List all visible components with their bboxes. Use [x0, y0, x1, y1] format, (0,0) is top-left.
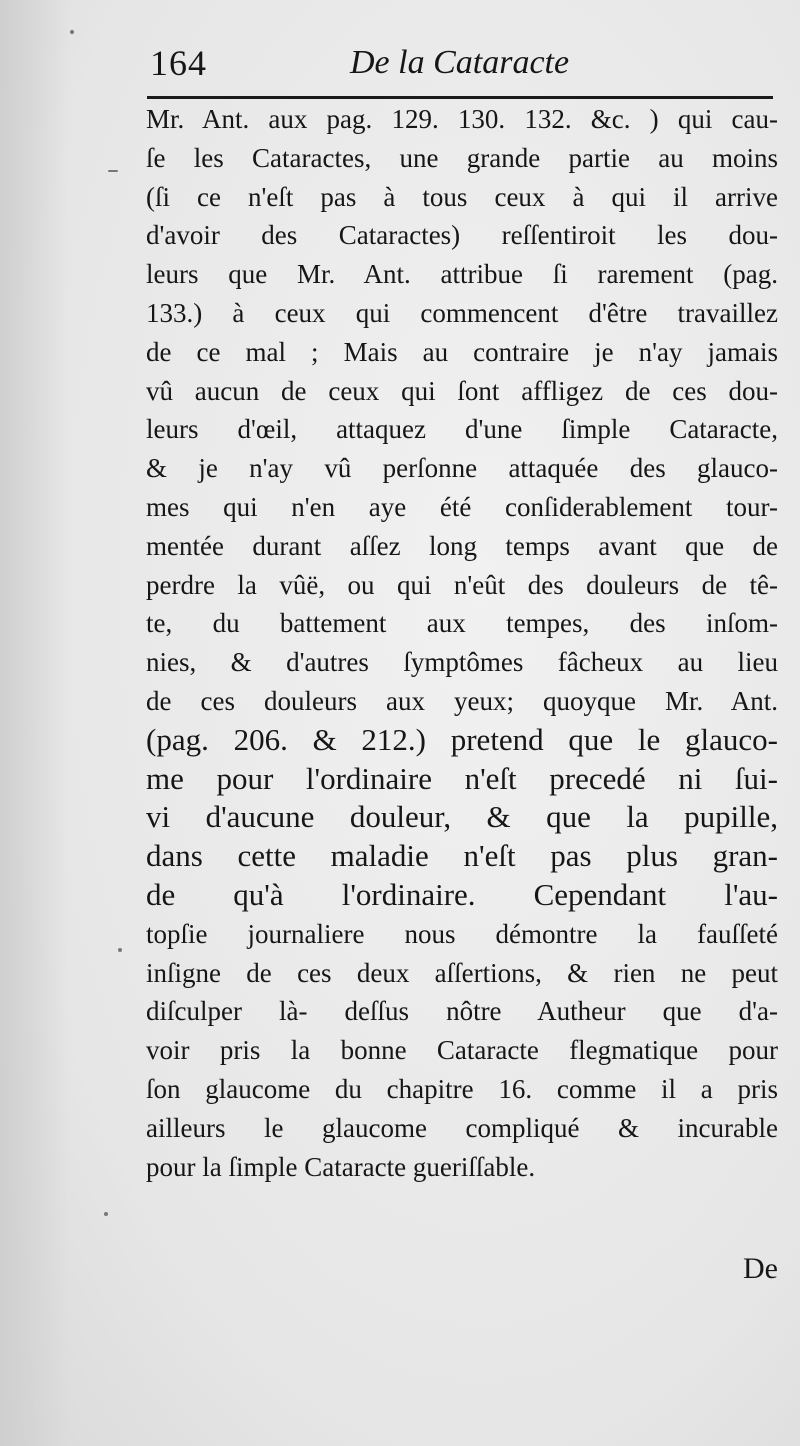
text-line: ſe les Cataractes, une grande partie au moins	[146, 142, 778, 173]
text-line: leurs d'œil, attaquez d'une ſimple Cataracte,	[146, 414, 778, 445]
text-line: mes qui n'en aye été conſiderablement tour-	[146, 491, 778, 522]
ink-speck	[108, 170, 118, 172]
text-line: pour la ſimple Cataracte gueriſſable.	[146, 1151, 536, 1182]
text-line: vi d'aucune douleur, & que la pupille,	[146, 799, 778, 835]
text-line: vû aucun de ceux qui ſont affligez de ces dou-	[146, 375, 778, 406]
text-line: me pour l'ordinaire n'eſt precedé ni ſui-	[146, 760, 778, 796]
text-line: leurs que Mr. Ant. attribue ſi rarement (pag.	[146, 259, 778, 290]
text-line: diſculper là- deſſus nôtre Autheur que d'a-	[146, 996, 778, 1027]
text-line: perdre la vûë, ou qui n'eût des douleurs de tê-	[146, 569, 778, 600]
text-line: (ſi ce n'eſt pas à tous ceux à qui il arrive	[146, 181, 778, 212]
ink-speck	[118, 948, 122, 952]
text-line: & je n'ay vû perſonne attaquée des glauco-	[146, 453, 778, 484]
text-line: (pag. 206. & 212.) pretend que le glauco-	[146, 721, 778, 757]
header-rule	[147, 96, 773, 99]
gutter-shadow	[0, 0, 70, 1446]
running-title: De la Cataracte	[350, 44, 570, 81]
ink-speck	[104, 1212, 108, 1216]
text-line: dans cette maladie n'eſt pas plus gran-	[146, 838, 778, 874]
text-line: mentée durant aſſez long temps avant que de	[146, 530, 778, 561]
text-line: topſie journaliere nous démontre la fauſſeté	[146, 918, 778, 949]
text-line: de qu'à l'ordinaire. Cependant l'au-	[146, 876, 778, 912]
text-line: de ces douleurs aux yeux; quoyque Mr. Ant.	[146, 685, 778, 716]
text-line: ailleurs le glaucome compliqué & incurable	[146, 1112, 778, 1143]
text-line: Mr. Ant. aux pag. 129. 130. 132. &c. ) qui cau-	[146, 104, 778, 134]
text-line: de ce mal ; Mais au contraire je n'ay jamais	[146, 336, 778, 367]
text-line: 133.) à ceux qui commencent d'être travaillez	[146, 297, 778, 328]
text-line: inſigne de ces deux aſſertions, & rien ne peut	[146, 957, 778, 988]
text-line: te, du battement aux tempes, des inſom-	[146, 608, 778, 639]
text-line: nies, & d'autres ſymptômes fâcheux au lieu	[146, 647, 778, 678]
page-header	[150, 42, 775, 94]
body-text	[146, 100, 778, 1186]
catchword: De	[743, 1252, 778, 1285]
text-line: voir pris la bonne Cataracte flegmatique pour	[146, 1035, 778, 1066]
text-line: ſon glaucome du chapitre 16. comme il a pris	[146, 1073, 778, 1104]
text-line: d'avoir des Cataractes) reſſentiroit les dou-	[146, 220, 778, 251]
ink-speck	[70, 30, 74, 34]
page-number: 164	[150, 43, 207, 83]
